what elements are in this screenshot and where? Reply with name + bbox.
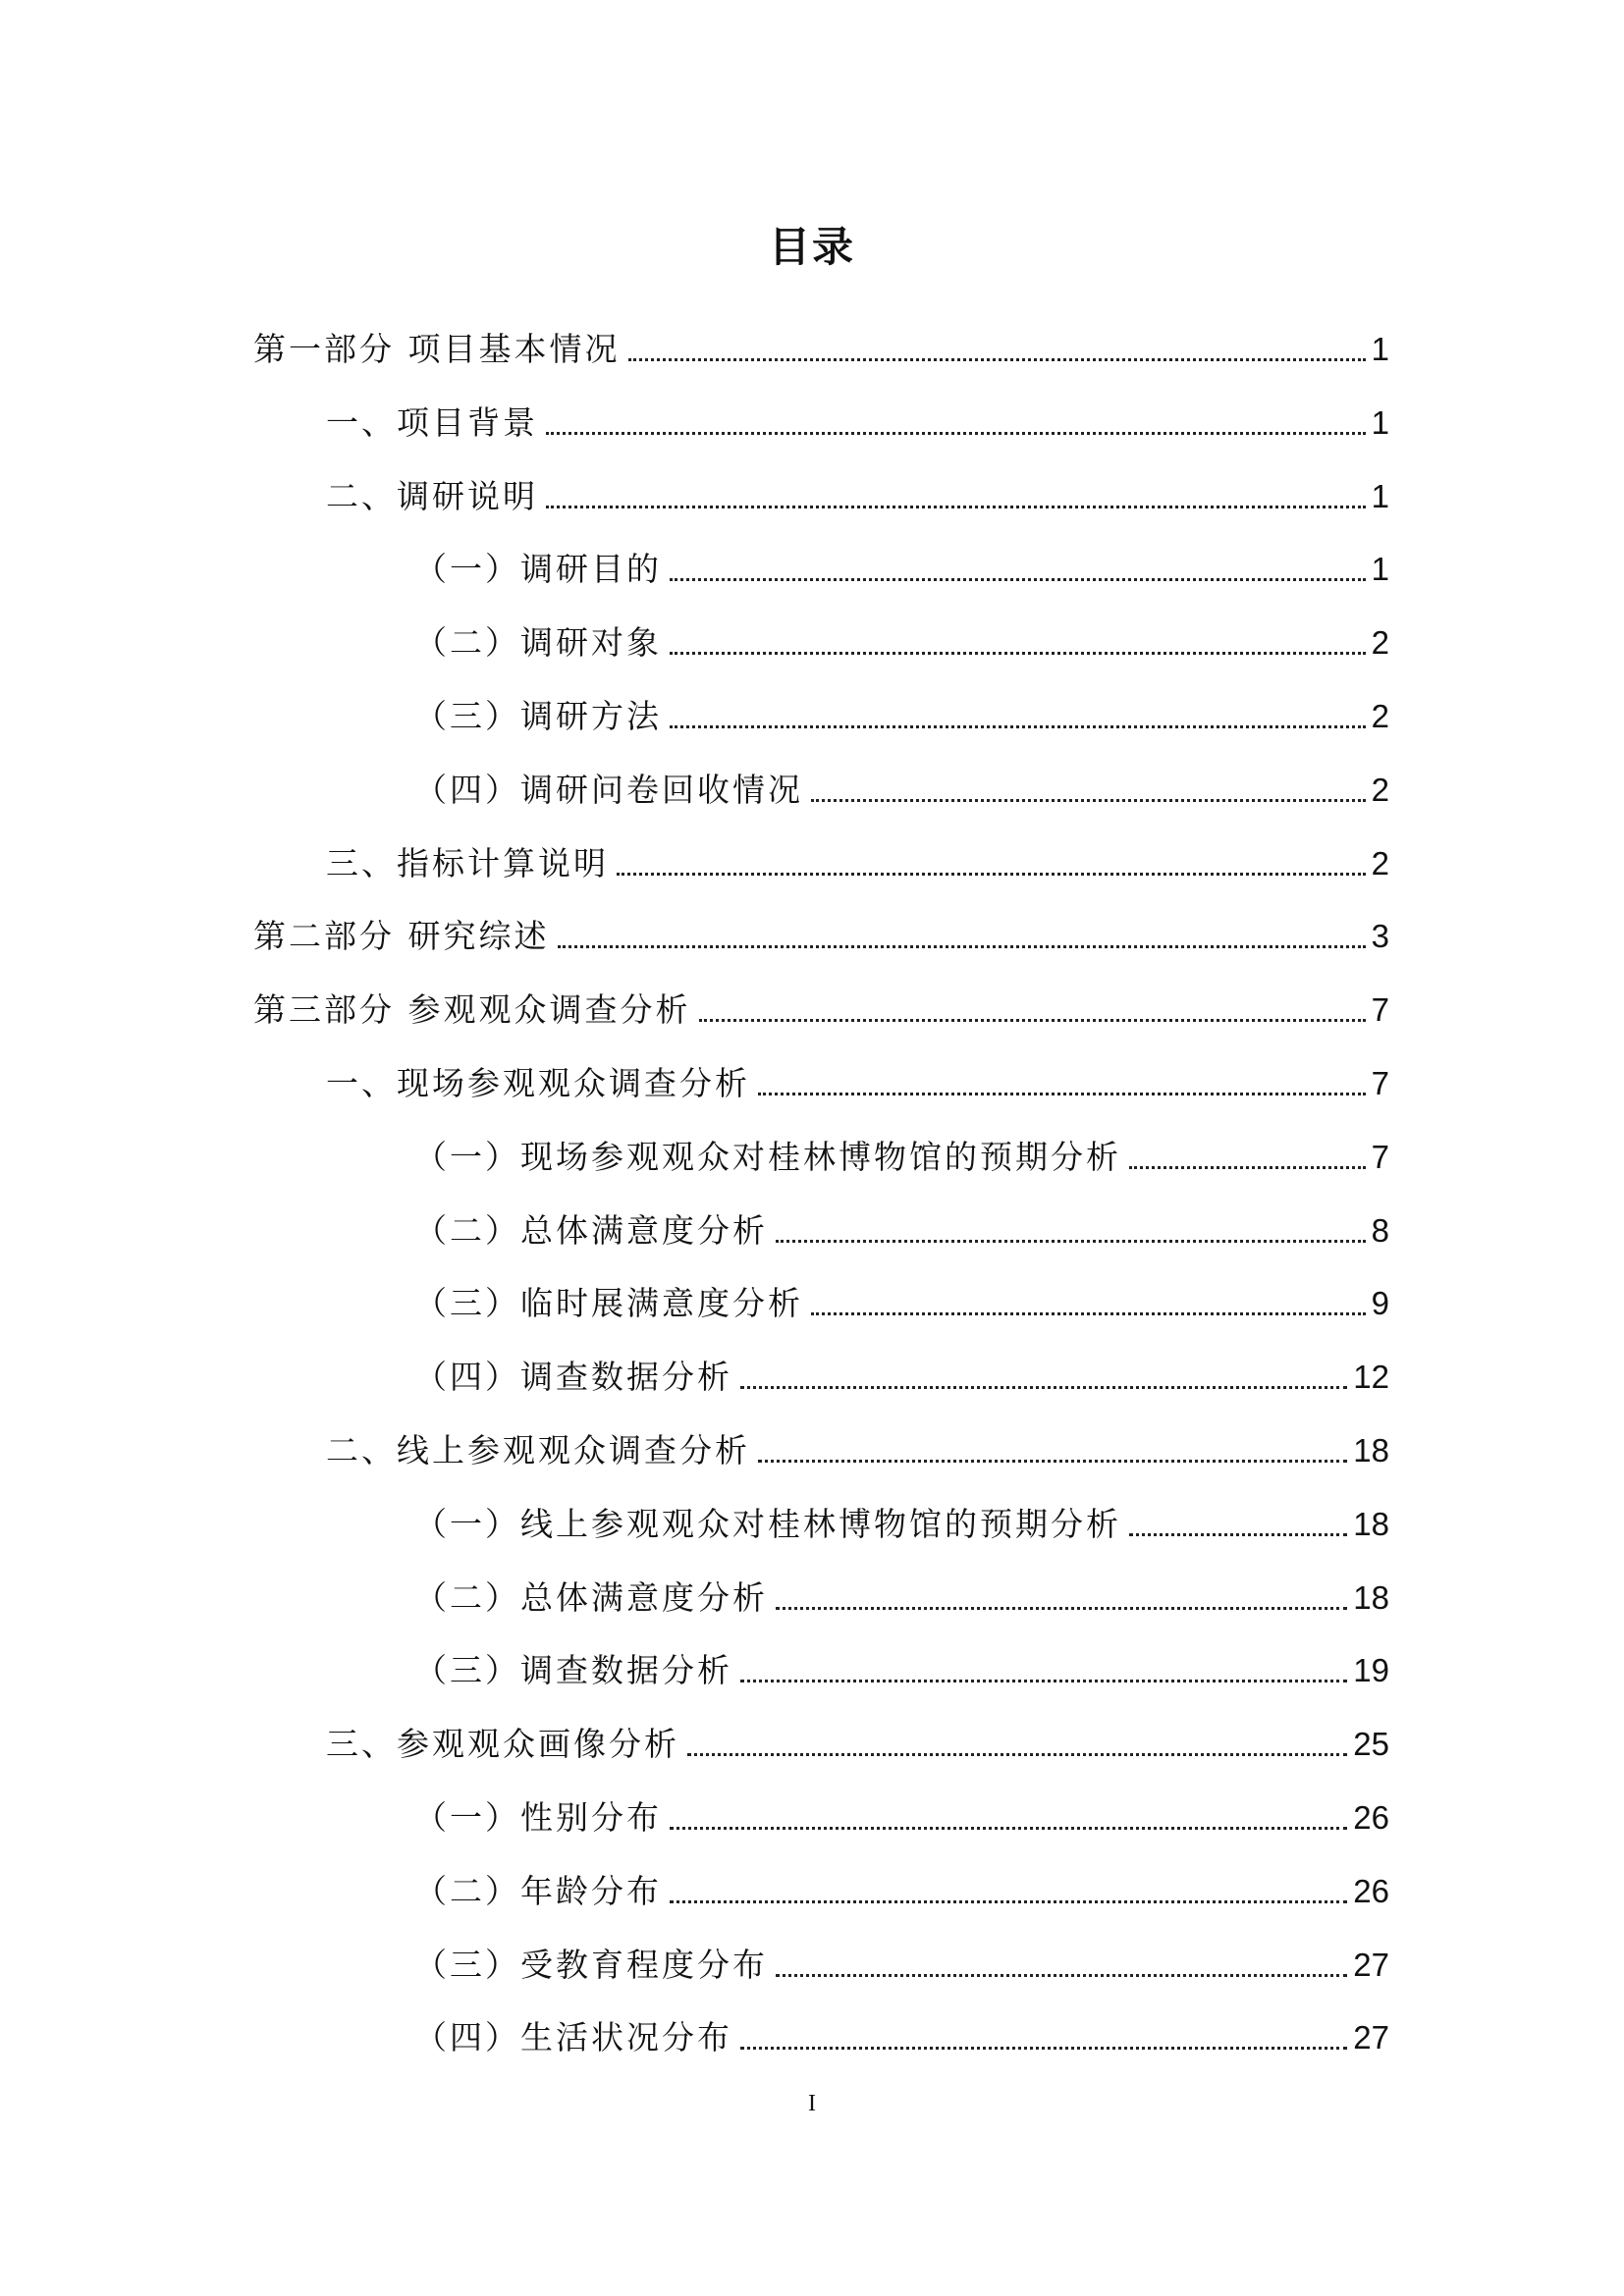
toc-entry-label: （三）调研方法 bbox=[414, 697, 662, 735]
toc-entry-label: 一、项目背景 bbox=[326, 402, 538, 442]
toc-entry-label: （四）调查数据分析 bbox=[414, 1358, 732, 1397]
toc-entry-page-number: 1 bbox=[1371, 331, 1389, 367]
toc-dot-leader bbox=[811, 1312, 1366, 1315]
toc-entry-label: （三）调查数据分析 bbox=[414, 1651, 732, 1690]
toc-entry[interactable] bbox=[414, 683, 1389, 738]
toc-entry-page-number: 12 bbox=[1353, 1359, 1389, 1396]
toc-entry[interactable] bbox=[414, 757, 1389, 812]
toc-entry[interactable] bbox=[414, 1344, 1389, 1399]
toc-entry-label: （二）调研对象 bbox=[414, 623, 662, 663]
toc-entry-page-number: 9 bbox=[1371, 1285, 1389, 1322]
toc-dot-leader bbox=[776, 1974, 1347, 1977]
toc-entry-page-number: 26 bbox=[1353, 1799, 1389, 1836]
toc-entry[interactable] bbox=[414, 1637, 1389, 1692]
toc-entry-page-number: 18 bbox=[1353, 1505, 1389, 1542]
toc-entry-page-number: 2 bbox=[1371, 698, 1389, 734]
toc-entry[interactable] bbox=[414, 536, 1389, 591]
toc-entry[interactable] bbox=[414, 1858, 1389, 1913]
toc-entry[interactable] bbox=[326, 1050, 1389, 1105]
toc-dot-leader bbox=[811, 799, 1366, 802]
toc-entry-label: （一）调研目的 bbox=[414, 550, 662, 589]
toc-entry-label: 第一部分 项目基本情况 bbox=[253, 330, 621, 368]
toc-dot-leader bbox=[670, 725, 1366, 728]
toc-entry[interactable] bbox=[253, 316, 1389, 371]
toc-entry[interactable] bbox=[414, 1270, 1389, 1325]
toc-entry-label: 三、参观观众画像分析 bbox=[326, 1725, 679, 1764]
toc-dot-leader bbox=[776, 1240, 1366, 1243]
toc-entry-page-number: 2 bbox=[1371, 624, 1389, 662]
toc-entry[interactable] bbox=[414, 1124, 1389, 1179]
toc-entry-page-number: 7 bbox=[1371, 1065, 1389, 1101]
toc-dot-leader bbox=[546, 506, 1366, 508]
toc-entry-page-number: 1 bbox=[1371, 477, 1389, 514]
toc-entry-label: （三）受教育程度分布 bbox=[414, 1945, 768, 1984]
toc-entry[interactable] bbox=[326, 1417, 1389, 1472]
toc-entry[interactable] bbox=[414, 1785, 1389, 1840]
toc-entry-label: （二）总体满意度分析 bbox=[414, 1210, 768, 1250]
toc-dot-leader bbox=[670, 578, 1366, 581]
page-title: 目录 bbox=[768, 223, 855, 271]
toc-entry-page-number: 27 bbox=[1353, 2019, 1389, 2056]
toc-entry-label: 第三部分 参观观众调查分析 bbox=[253, 990, 691, 1030]
toc-dot-leader bbox=[687, 1753, 1347, 1756]
toc-entry-page-number: 18 bbox=[1353, 1578, 1389, 1616]
toc-entry[interactable] bbox=[326, 1711, 1389, 1766]
toc-dot-leader bbox=[740, 1680, 1347, 1682]
toc-entry[interactable] bbox=[414, 1565, 1389, 1620]
toc-entry-label: 一、现场参观观众调查分析 bbox=[326, 1064, 750, 1102]
toc-dot-leader bbox=[628, 358, 1366, 361]
toc-entry-page-number: 1 bbox=[1371, 551, 1389, 588]
toc-dot-leader bbox=[546, 432, 1366, 435]
toc-entry-page-number: 27 bbox=[1353, 1946, 1389, 1983]
toc-dot-leader bbox=[558, 945, 1366, 948]
toc-entry[interactable] bbox=[414, 2004, 1389, 2059]
toc-entry[interactable] bbox=[326, 390, 1389, 445]
toc-entry-page-number: 1 bbox=[1371, 403, 1389, 441]
toc-entry[interactable] bbox=[326, 830, 1389, 885]
toc-dot-leader bbox=[699, 1019, 1366, 1022]
toc-entry-label: （一）线上参观观众对桂林博物馆的预期分析 bbox=[414, 1504, 1121, 1543]
toc-entry-page-number: 26 bbox=[1353, 1872, 1389, 1909]
toc-dot-leader bbox=[1129, 1166, 1366, 1169]
toc-entry[interactable] bbox=[253, 903, 1389, 958]
toc-entry-page-number: 25 bbox=[1353, 1726, 1389, 1763]
toc-entry-label: 三、指标计算说明 bbox=[326, 843, 609, 882]
toc-entry-label: （二）总体满意度分析 bbox=[414, 1577, 768, 1617]
toc-dot-leader bbox=[670, 1900, 1347, 1903]
page-number: I bbox=[808, 2091, 816, 2116]
toc-entry-label: 二、线上参观观众调查分析 bbox=[326, 1431, 750, 1469]
toc-dot-leader bbox=[740, 2047, 1347, 2050]
toc-dot-leader bbox=[617, 873, 1366, 876]
toc-entry[interactable] bbox=[414, 1198, 1389, 1253]
toc-dot-leader bbox=[670, 1827, 1347, 1830]
toc-dot-leader bbox=[758, 1460, 1347, 1463]
toc-entry[interactable] bbox=[326, 463, 1389, 518]
toc-entry-page-number: 7 bbox=[1371, 1138, 1389, 1175]
toc-entry[interactable] bbox=[253, 977, 1389, 1032]
toc-entry-label: 二、调研说明 bbox=[326, 476, 538, 515]
toc-entry[interactable] bbox=[414, 1491, 1389, 1546]
toc-entry-label: 第二部分 研究综述 bbox=[253, 917, 550, 956]
toc-entry[interactable] bbox=[414, 610, 1389, 665]
toc-entry-label: （一）现场参观观众对桂林博物馆的预期分析 bbox=[414, 1137, 1121, 1176]
toc-entry-label: （三）临时展满意度分析 bbox=[414, 1284, 803, 1323]
toc-entry-label: （四）生活状况分布 bbox=[414, 2018, 732, 2057]
toc-entry-label: （一）性别分布 bbox=[414, 1798, 662, 1837]
toc-entry-page-number: 8 bbox=[1371, 1211, 1389, 1249]
toc-dot-leader bbox=[670, 652, 1366, 655]
toc-entry-page-number: 7 bbox=[1371, 991, 1389, 1029]
toc-entry-page-number: 19 bbox=[1353, 1652, 1389, 1689]
toc-dot-leader bbox=[1129, 1533, 1347, 1536]
toc-dot-leader bbox=[776, 1607, 1347, 1610]
toc-dot-leader bbox=[758, 1093, 1366, 1095]
toc-entry-page-number: 3 bbox=[1371, 918, 1389, 955]
toc-entry-page-number: 2 bbox=[1371, 771, 1389, 808]
toc-entry[interactable] bbox=[414, 1932, 1389, 1987]
toc-dot-leader bbox=[740, 1386, 1347, 1389]
toc-entry-label: （四）调研问卷回收情况 bbox=[414, 770, 803, 809]
toc-entry-label: （二）年龄分布 bbox=[414, 1871, 662, 1910]
toc-entry-page-number: 18 bbox=[1353, 1432, 1389, 1468]
toc-entry-page-number: 2 bbox=[1371, 844, 1389, 881]
